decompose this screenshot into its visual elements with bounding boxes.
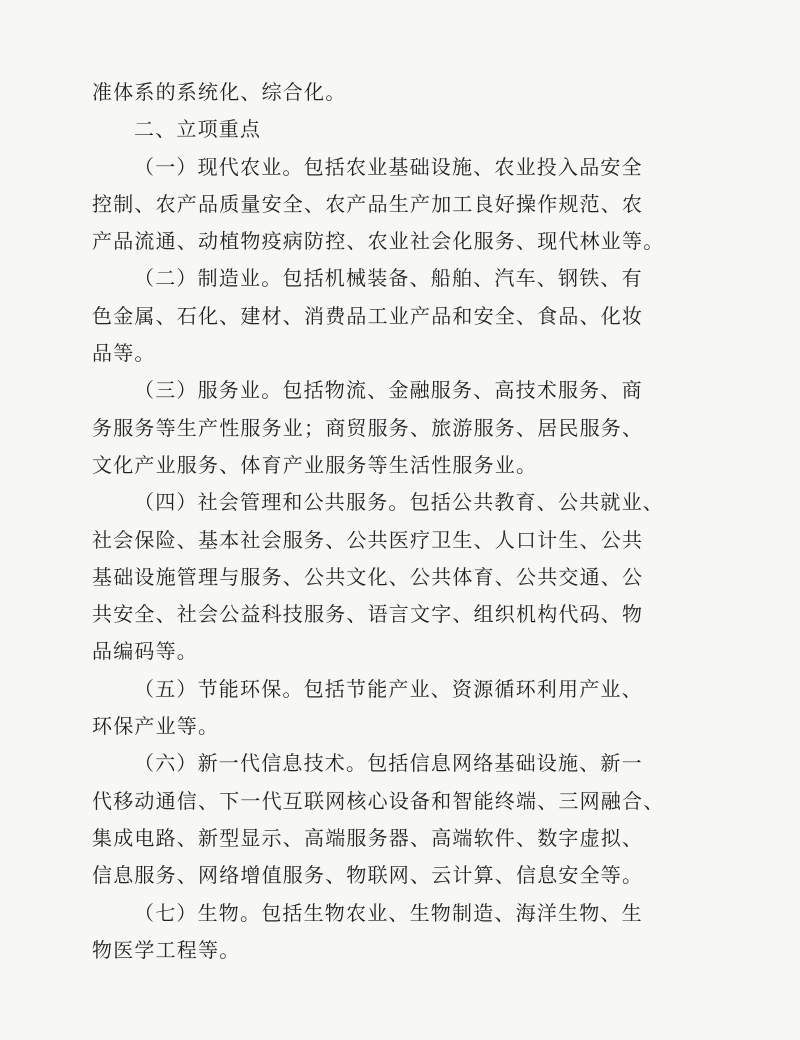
paragraph-line: 色金属、石化、建材、消费品工业产品和安全、食品、化妆 <box>92 303 644 328</box>
paragraph-line: （七）生物。包括生物农业、生物制造、海洋生物、生 <box>134 900 643 925</box>
paragraph-line: （二）制造业。包括机械装备、船舶、汽车、钢铁、有 <box>134 266 643 291</box>
paragraph-line: 代移动通信、下一代互联网核心设备和智能终端、三网融合、 <box>92 788 665 813</box>
paragraph-line: 环保产业等。 <box>92 714 220 739</box>
paragraph-line: 文化产业服务、体育产业服务等生活性服务业。 <box>92 452 538 477</box>
paragraph-line: 品编码等。 <box>92 639 198 664</box>
section-heading: 二、立项重点 <box>134 117 262 142</box>
paragraph-line: （六）新一代信息技术。包括信息网络基础设施、新一 <box>134 751 643 776</box>
paragraph-line: 信息服务、网络增值服务、物联网、云计算、信息安全等。 <box>92 863 644 888</box>
paragraph-line: 物医学工程等。 <box>92 937 241 962</box>
paragraph-line: 基础设施管理与服务、公共文化、公共体育、公共交通、公 <box>92 564 644 589</box>
paragraph-line: （五）节能环保。包括节能产业、资源循环利用产业、 <box>134 676 643 701</box>
paragraph-line: 集成电路、新型显示、高端服务器、高端软件、数字虚拟、 <box>92 825 644 850</box>
paragraph-line: 准体系的系统化、综合化。 <box>92 80 347 104</box>
paragraph-line: （三）服务业。包括物流、金融服务、高技术服务、商 <box>134 378 643 403</box>
paragraph-line: 产品流通、动植物疫病防控、农业社会化服务、现代林业等。 <box>92 229 665 254</box>
document-body <box>92 74 665 969</box>
paragraph-line: （四）社会管理和公共服务。包括公共教育、公共就业、 <box>134 490 664 515</box>
paragraph-line: 共安全、社会公益科技服务、语言文字、组织机构代码、物 <box>92 602 644 627</box>
paragraph-line: 社会保险、基本社会服务、公共医疗卫生、人口计生、公共 <box>92 527 644 552</box>
paragraph-line: 控制、农产品质量安全、农产品生产加工良好操作规范、农 <box>92 191 644 216</box>
paragraph-line: 品等。 <box>92 341 156 366</box>
paragraph-line: （一）现代农业。包括农业基础设施、农业投入品安全 <box>134 154 643 179</box>
paragraph-line: 务服务等生产性服务业；商贸服务、旅游服务、居民服务、 <box>92 415 644 440</box>
